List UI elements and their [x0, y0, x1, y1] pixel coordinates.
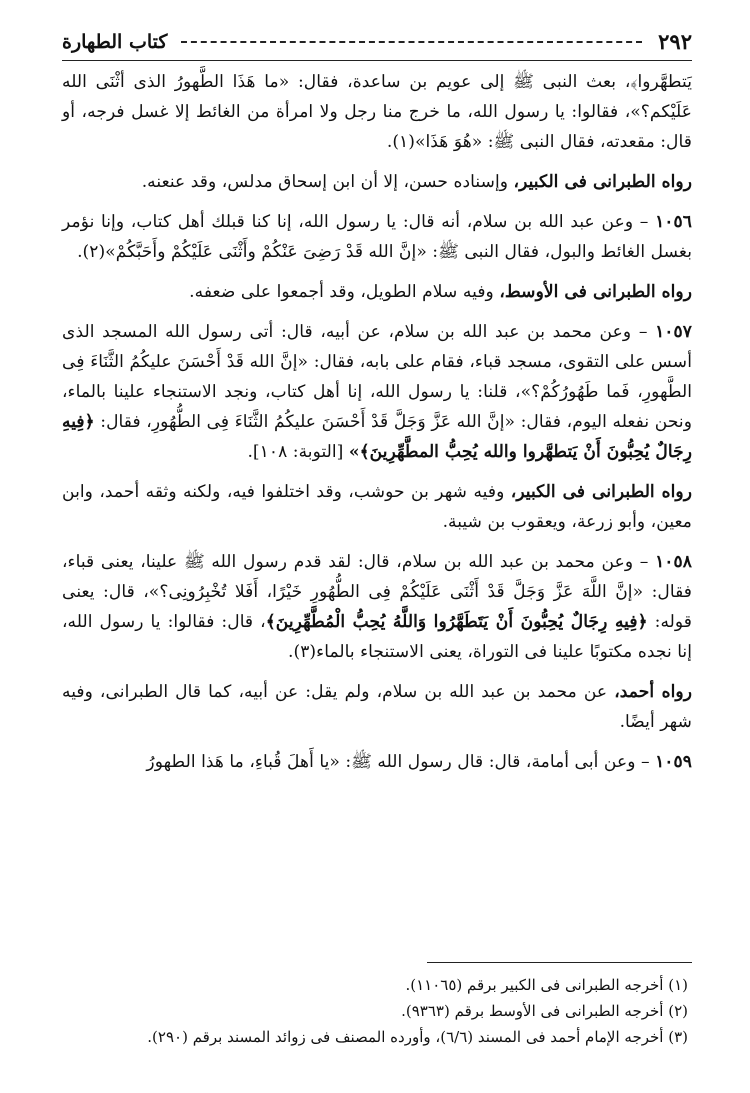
paragraph-text: وإسناده حسن، إلا أن ابن إسحاق مدلس، وقد عنعنه. [141, 172, 514, 192]
footnote-separator [427, 962, 692, 963]
source-label: رواه الطبرانى فى الأوسط، [499, 282, 692, 302]
hadith-1059 [62, 747, 692, 777]
paragraph-continuation [62, 67, 692, 157]
verse-reference: [التوبة: ١٠٨]. [247, 442, 349, 462]
quran-verse: ﴿فِيهِ رِجَالٌ يُحِبُّونَ أَنْ يَتطهَّروا والله يُحِبُّ المطَّهِّرِينَ﴾» [62, 412, 692, 462]
hadith-number: ١٠٥٧ [655, 322, 692, 342]
source-label: رواه أحمد، [614, 682, 692, 702]
paragraph-text: وفيه سلام الطويل، وقد أجمعوا على ضعفه. [189, 282, 500, 302]
quran-verse: ﴿فِيهِ رِجَالٌ يُحِبُّونَ أَنْ يَتَطَهَّرُوا وَاللَّهُ يُحِبُّ الْمُطَّهِّرِينَ﴾ [265, 612, 648, 632]
chapter-title: كتاب الطهارة [62, 31, 168, 53]
footnote-3: (٣) أخرجه الإمام أحمد فى المسند (٦/٦)، وأورده المصنف فى زوائد المسند برقم (٢٩٠). [147, 1028, 688, 1046]
footnote-2: (٢) أخرجه الطبرانى فى الأوسط برقم (٩٣٦٣). [401, 1002, 688, 1020]
hadith-text: – وعن محمد بن عبد الله بن سلام، قال: لقد قدم رسول الله ﷺ علينا، يعنى قباء، فقال: «إنَّ اللَّهَ عَزَّ وَجَلَّ قَدْ أَثْنَى عَلَيْكُمْ فِى الطُّهُورِ خَيْرًا، أَفَلا تُخْبِرُونِى؟»، قال: يعنى قوله: [62, 552, 692, 632]
footnotes [62, 972, 688, 1050]
hadith-text-end: ، قال: فقالوا: يا رسول الله، إنا نجده مكتوبًا علينا فى التوراة، يعنى الاستنجاء بالماء(٣). [62, 612, 692, 662]
hadith-number: ١٠٥٦ [655, 212, 692, 232]
hadith-text: – وعن أبى أمامة، قال: قال رسول الله ﷺ: «يا أَهلَ قُباءِ، ما هَذا الطهورُ [146, 752, 656, 772]
hadith-text: – وعن عبد الله بن سلام، أنه قال: يا رسول الله، إنا كنا قبلك أهل كتاب، وإنا نؤمر بغسل الغائط والبول، فقال النبى ﷺ: «إنَّ الله قَدْ رَضِىَ عَنْكُمْ وأَثْنَى عَلَيْكُمْ وأَحَبَّكُمْ»(٢). [62, 212, 692, 262]
hadith-1056 [62, 207, 692, 267]
header-dashed-rule [181, 41, 642, 43]
paragraph-text: وفيه شهر بن حوشب، وقد اختلفوا فيه، ولكنه وثقه أحمد، وابن معين، وأبو زرعة، ويعقوب بن شيبة. [62, 482, 692, 532]
source-label: رواه الطبرانى فى الكبير، [510, 482, 692, 502]
paragraph-text: يَتطهَّروا﴾، بعث النبى ﷺ إلى عويم بن ساعدة، فقال: «ما هَذَا الطَّهورُ الذى أثْنَى الله عَلَيْكم؟»، فقالوا: يا رسول الله، ما خرج منا رجل ولا امرأة من الغائط إلا غسل فرجه، أو قال: مقعدته، فقال النبى ﷺ: «هُوَ هَذَا»(١). [62, 72, 692, 152]
hadith-number: ١٠٥٩ [655, 752, 692, 772]
paragraph-narration-note [62, 277, 692, 307]
hadith-1057 [62, 317, 692, 467]
hadith-text: – وعن محمد بن عبد الله بن سلام، عن أبيه، قال: أتى رسول الله المسجد الذى أسس على التقوى، مسجد قباء، فقام على بابه، فقال: «إنَّ الله قَدْ أَحْسَنَ عليكُمُ الثَّنَاءَ فِى الطَّهورِ، فَما طَهُورُكُمْ؟»، قلنا: يا رسول الله، إنا أهل كتاب، ونجد الاستنجاء علينا بالماء، ونحن نفعله اليوم، فقال: «إنَّ الله عَزَّ وَجَلَّ قَدْ أَحْسَنَ عليكُمُ الثَّنَاءَ فِى الطُّهُورِ، فقال: [62, 322, 692, 432]
footnote-1: (١) أخرجه الطبرانى فى الكبير برقم (١١٠٦٥). [405, 976, 688, 994]
paragraph-text: عن محمد بن عبد الله بن سلام، ولم يقل: عن أبيه، كما قال الطبرانى، وفيه شهر أيضًا. [62, 682, 692, 732]
paragraph-narration-note [62, 677, 692, 737]
source-label: رواه الطبرانى فى الكبير، [513, 172, 692, 192]
page-header [62, 24, 692, 61]
paragraph-narration-note [62, 477, 692, 537]
hadith-1058 [62, 547, 692, 667]
page-number: ٢٩٢ [658, 29, 692, 54]
hadith-number: ١٠٥٨ [655, 552, 692, 572]
paragraph-narration-note [62, 167, 692, 197]
